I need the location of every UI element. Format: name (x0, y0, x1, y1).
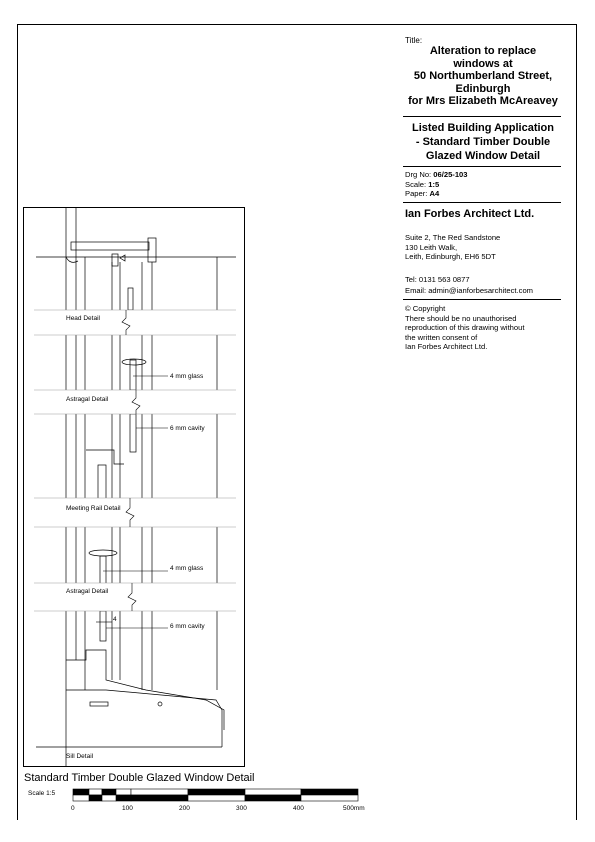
scalebar-seg (73, 789, 89, 795)
copyright-line: © Copyright (405, 304, 446, 313)
scalebar-seg (73, 795, 89, 801)
drg-no-value: 06/25-103 (433, 170, 468, 179)
copyright-line: There should be no unauthorised (405, 313, 517, 323)
copyright-line: reproduction of this drawing without (405, 323, 525, 332)
scale-tick-200: 200 (179, 805, 190, 812)
scalebar-seg (131, 795, 188, 801)
drg-no-label: Drg No: (405, 170, 432, 179)
subtitle-line: Listed Building Application (412, 122, 554, 134)
scalebar-seg (301, 789, 358, 795)
scalebar-seg (188, 795, 245, 801)
glazing-cavity-1 (130, 414, 136, 452)
drawing-caption: Standard Timber Double Glazed Window Detail (24, 772, 255, 784)
scalebar-seg (188, 789, 245, 795)
label-astragal-detail: Astragal Detail (66, 396, 109, 403)
scale-label: Scale: (405, 179, 427, 189)
sill-drain (158, 702, 162, 706)
firm-name: Ian Forbes Architect Ltd. (405, 208, 535, 220)
scalebar-seg (89, 795, 102, 801)
paper-label: Paper: (405, 189, 428, 198)
meeting-rail-lower (98, 465, 106, 499)
scalebar-seg (102, 789, 116, 795)
scale-bar-label: Scale 1:5 (28, 790, 56, 797)
paper-value: A4 (429, 189, 440, 198)
break-band-head (34, 310, 236, 335)
subtitle-line: Glazed Window Detail (425, 150, 541, 162)
scalebar-seg (131, 789, 188, 795)
scale-tick-500mm: 500mm (343, 805, 365, 812)
scalebar-seg (245, 795, 301, 801)
label-head-detail: Head Detail (66, 315, 100, 322)
scale-value: 1:5 (428, 179, 440, 189)
astragal-bead-2 (89, 550, 117, 556)
head-block (112, 254, 118, 266)
telephone: Tel: 0131 563 0877 (405, 275, 470, 284)
scalebar-seg (89, 789, 102, 795)
title-line: 50 Northumberland Street, (413, 70, 553, 82)
sill-lower (66, 690, 222, 710)
head-arrow (120, 255, 125, 261)
subtitle-line: - Standard Timber Double (415, 136, 551, 148)
title-line: Alteration to replace (429, 45, 537, 57)
head-frame (71, 242, 149, 250)
glazing-cavity-2 (100, 611, 106, 641)
scalebar-seg (102, 795, 116, 801)
address-line: 130 Leith Walk, (405, 242, 458, 252)
label-4mm-glass: 4 mm glass (170, 373, 204, 380)
label-meeting-rail-detail: Meeting Rail Detail (66, 505, 121, 512)
email: Email: admin@ianforbesarchitect.com (405, 285, 533, 295)
scalebar-seg (245, 789, 301, 795)
scale-tick-100: 100 (122, 805, 133, 812)
label-dimension-4: 4 (113, 616, 117, 623)
title-line: Edinburgh (455, 82, 511, 95)
meeting-rail (86, 450, 124, 464)
scalebar-seg (116, 795, 131, 801)
break-band-astragal-2 (34, 583, 236, 611)
label-4mm-glass-2: 4 mm glass (170, 565, 204, 572)
scalebar-seg (301, 795, 358, 801)
glazing-astragal-1 (130, 360, 136, 390)
break-band-astragal-1 (34, 390, 236, 414)
scale-tick-400: 400 (293, 805, 304, 812)
copyright-line: the written consent of (405, 332, 478, 342)
glazing-head (128, 288, 133, 310)
address-line: Suite 2, The Red Sandstone (405, 233, 501, 242)
label-astragal-detail-2: Astragal Detail (66, 588, 109, 595)
title-line: for Mrs Elizabeth McAreavey (408, 95, 558, 107)
label-6mm-cavity: 6 mm cavity (170, 425, 205, 432)
scalebar-seg (116, 789, 131, 795)
glazing-astragal-2 (100, 556, 106, 584)
scale-tick-0: 0 (71, 805, 75, 812)
break-band-meeting (34, 498, 236, 527)
label-sill-detail: Sill Detail (66, 753, 94, 760)
title-line: windows at (453, 57, 513, 70)
scale-tick-300: 300 (236, 805, 247, 812)
copyright-line: Ian Forbes Architect Ltd. (405, 342, 488, 351)
sill-drip (90, 702, 108, 706)
title-label: Title: (405, 36, 423, 45)
label-6mm-cavity-2: 6 mm cavity (170, 623, 205, 630)
address-line: Leith, Edinburgh, EH6 5DT (405, 252, 496, 261)
